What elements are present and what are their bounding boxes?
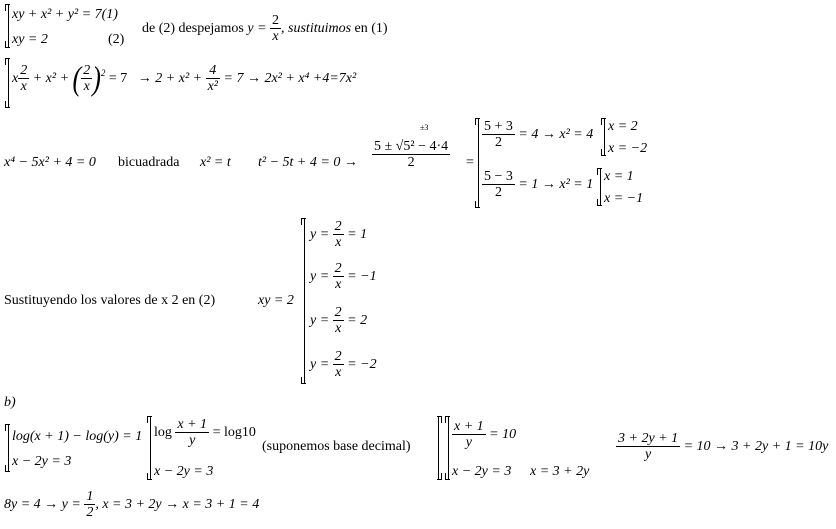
case1-sol2: x = −2 <box>608 141 648 156</box>
b-final: 8y = 4 → y = $\frac{1}{2}$ , x = 3 + 2y → x = 3 + 1 = 4 <box>4 489 260 520</box>
y-value-4: y = $\frac{2}{x}$ = −2 <box>310 349 377 380</box>
biquadratic-equation: x⁴ − 5x² + 4 = 0 <box>4 155 96 170</box>
case2-brace <box>600 168 601 206</box>
b-s3-eq2: x − 2y = 3 <box>452 464 512 479</box>
y-value-2: y = $\frac{2}{x}$ = −1 <box>310 261 377 292</box>
equals-sign: = <box>466 155 474 170</box>
sustituimos-text: sustituimos <box>288 21 352 37</box>
b-s1-eq1: log(x + 1) − log(y) = 1 <box>12 429 143 444</box>
cases-brace <box>478 118 479 208</box>
fraction-2-over-x: $\frac{2}{x}$ <box>272 13 280 44</box>
b-s1-eq2: x − 2y = 3 <box>12 454 72 469</box>
t-equation: t² − 5t + 4 = 0 → <box>258 155 358 170</box>
suponemos-text: (suponemos base decimal) <box>262 439 411 454</box>
b-system3-brace <box>448 416 449 480</box>
y-value-3: y = $\frac{2}{x}$ = 2 <box>310 305 368 336</box>
equation-2-tag: (2) <box>108 32 125 47</box>
quadratic-formula: $\frac{\text{5 ± √5² − 4·4}}{2}$ <box>374 139 449 170</box>
case1-brace <box>604 118 605 156</box>
text-a: de (2) despejamos <box>142 21 244 37</box>
case2-sol2: x = −1 <box>604 191 644 206</box>
case-1: $\frac{5 + 3}{2}$ = 4 → x² = 4 <box>484 119 594 150</box>
b-s3-x: x = 3 + 2y <box>530 464 590 479</box>
y-eq: y = <box>247 21 267 37</box>
despejamos-text: de (2) despejamos y = $\frac{2}{x}$ , sustituimos en (1) <box>142 13 388 44</box>
sustituyendo-text: Sustituyendo los valores de x 2 en (2) <box>4 293 216 308</box>
case2-sol1: x = 1 <box>604 169 634 184</box>
b-s2-eq2: x − 2y = 3 <box>154 464 214 479</box>
b-s2-close-brace <box>438 416 439 480</box>
brace-line2 <box>8 58 9 108</box>
y-value-1: y = $\frac{2}{x}$ = 1 <box>310 219 368 250</box>
text-c: en (1) <box>354 21 388 37</box>
xy-eq-2: xy = 2 <box>258 293 294 308</box>
system-brace <box>8 4 9 48</box>
substitution: x² = t <box>200 155 231 170</box>
substituted-equation: x $\frac{2}{x}$ + x² + ( $\frac{2}{x}$ )$^2$ = 7 → 2 + x² + $\frac{4}{\text{x²}}$ = 7 → 2x² + x⁴ +4=7x² <box>12 59 357 98</box>
equation-1: xy + x² + y² = 7(1) <box>12 7 118 22</box>
case1-sol1: x = 2 <box>608 119 638 134</box>
b-s2-eq1: log $\frac{x + 1}{y}$ = log10 <box>154 417 256 448</box>
b-system2-brace <box>150 416 151 480</box>
case-2: $\frac{5 - 3}{2}$ = 1 → x² = 1 <box>484 169 594 200</box>
b-s3-eq1: $\frac{x + 1}{y}$ = 10 <box>454 419 517 450</box>
bicuadrada-label: bicuadrada <box>118 155 180 170</box>
b-system1-brace <box>8 424 9 472</box>
b-s4-eq: $\frac{3 + 2y + 1}{y}$ = 10 → 3 + 2y + 1 = 10y <box>618 431 829 462</box>
y-values-brace <box>304 218 305 384</box>
root-above: ±3 <box>420 123 429 132</box>
part-b-label: b) <box>4 395 16 410</box>
equation-2: xy = 2 <box>12 32 48 47</box>
